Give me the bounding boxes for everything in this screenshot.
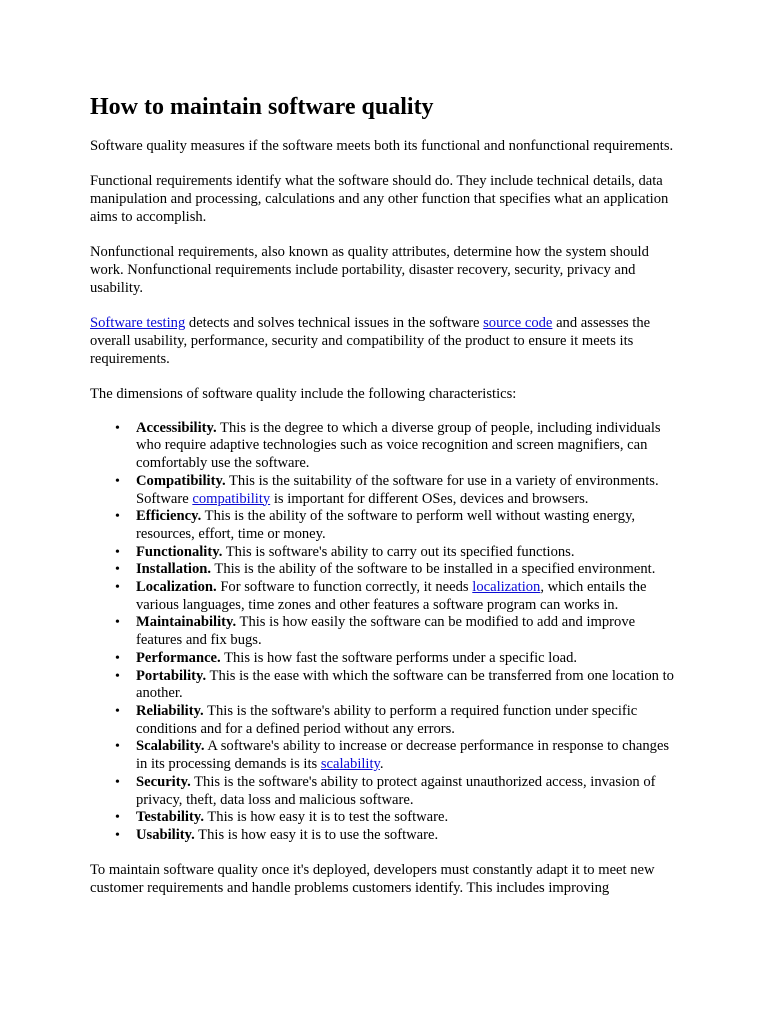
page-title: How to maintain software quality <box>90 94 434 120</box>
list-item-security <box>115 773 680 809</box>
term-description: This is the ease with which the software can be transferred from one location to another. <box>136 667 674 702</box>
software-testing-text: detects and solves technical issues in the software <box>185 314 484 331</box>
list-item-performance <box>115 649 680 668</box>
bullet-icon: • <box>115 562 120 578</box>
bullet-icon: • <box>115 739 120 755</box>
term-description-end: is important for different OSes, devices and browsers. <box>270 490 589 507</box>
term-description-end: . <box>379 756 384 773</box>
software-testing-link[interactable]: Software testing <box>90 314 186 331</box>
term-label: Efficiency. <box>136 508 202 525</box>
list-item-functionality <box>115 543 680 562</box>
term-label: Usability. <box>136 826 195 843</box>
term-label: Testability. <box>136 809 204 826</box>
source-code-link[interactable]: source code <box>483 314 553 331</box>
intro-paragraph: Software quality measures if the software meets both its functional and nonfunctional requirements. <box>90 138 674 154</box>
bullet-icon: • <box>115 668 120 684</box>
dimensions-intro-paragraph: The dimensions of software quality include the following characteristics: <box>90 386 517 403</box>
quality-characteristics-list <box>90 420 680 845</box>
bullet-icon: • <box>115 544 120 560</box>
term-description: This is the ability of the software to perform well without wasting energy, resources, effort, time or money. <box>136 508 636 542</box>
term-label: Accessibility. <box>136 419 217 436</box>
term-label: Reliability. <box>136 702 204 719</box>
bullet-icon: • <box>115 810 120 826</box>
list-item-reliability <box>115 702 680 738</box>
nonfunctional-requirements-paragraph: Nonfunctional requirements, also known as quality attributes, determine how the system should work. Nonfunctional requirements include portability, disaster recovery, security, privacy and usability. <box>90 243 649 297</box>
term-description: This is the software's ability to protect against unauthorized access, invasion of privacy, theft, data loss and malicious software. <box>136 773 656 808</box>
software-testing-paragraph <box>90 314 680 369</box>
term-label: Compatibility. <box>136 472 226 489</box>
maintenance-paragraph: To maintain software quality once it's deployed, developers must constantly adapt it to meet new customer requirements and handle problems customers identify. This includes improving <box>90 862 655 897</box>
bullet-icon: • <box>115 615 120 631</box>
term-description: This is how easily the software can be modified to add and improve features and fix bugs. <box>136 614 636 649</box>
term-label: Security. <box>136 773 191 790</box>
list-item-portability <box>115 667 680 703</box>
term-description: This is how fast the software performs under a specific load. <box>220 649 578 666</box>
term-label: Performance. <box>136 649 221 666</box>
list-item-compatibility <box>115 472 680 508</box>
list-item-scalability <box>115 738 680 773</box>
list-item-installation <box>115 561 680 579</box>
term-description: This is the software's ability to perform a required function under specific conditions and for a defined period without any errors. <box>136 702 638 737</box>
term-description: This is how easy it is to use the software. <box>194 826 439 843</box>
term-label: Installation. <box>136 561 212 578</box>
bullet-icon: • <box>115 509 120 525</box>
bullet-icon: • <box>115 774 120 790</box>
localization-link[interactable]: localization <box>472 579 541 596</box>
term-label: Localization. <box>136 579 217 596</box>
list-item-efficiency <box>115 508 680 543</box>
bullet-icon: • <box>115 580 120 596</box>
bullet-icon: • <box>115 473 120 489</box>
list-item-accessibility <box>115 419 680 473</box>
list-item-testability <box>115 809 680 827</box>
term-label: Scalability. <box>136 738 205 755</box>
bullet-icon: • <box>115 827 120 843</box>
term-label: Maintainability. <box>136 614 237 631</box>
bullet-icon: • <box>115 703 120 719</box>
list-item-maintainability <box>115 614 680 649</box>
term-label: Portability. <box>136 667 207 684</box>
term-description-end: , which entails the various languages, time zones and other features a software program can works in. <box>136 579 647 613</box>
software-testing-text-end: and assesses the overall usability, performance, security and compatibility of the product to ensure it meets its requirements. <box>90 314 651 368</box>
term-description: For software to function correctly, it needs <box>216 579 473 596</box>
term-description: This is the degree to which a diverse group of people, including individuals who require adaptive technologies such as voice recognition and screen magnifiers, can comfortably use the software. <box>136 419 661 472</box>
term-label: Functionality. <box>136 543 223 560</box>
scalability-link[interactable]: scalability <box>320 756 380 773</box>
list-item-localization <box>115 579 680 614</box>
term-description: This is the suitability of the software for use in a variety of environments. Software <box>136 472 659 507</box>
bullet-icon: • <box>115 650 120 666</box>
term-description: This is software's ability to carry out its specified functions. <box>222 543 575 560</box>
compatibility-link[interactable]: compatibility <box>192 490 271 507</box>
bullet-icon: • <box>115 420 120 436</box>
functional-requirements-paragraph: Functional requirements identify what the software should do. They include technical details, data manipulation and processing, calculations and any other function that specifies what an application aims to accomplish. <box>90 172 669 226</box>
term-description: This is how easy it is to test the software. <box>204 809 449 826</box>
term-description: A software's ability to increase or decrease performance in response to changes in its processing demands is its <box>136 738 670 773</box>
term-description: This is the ability of the software to be installed in a specified environment. <box>211 561 656 578</box>
list-item-usability <box>115 826 680 845</box>
